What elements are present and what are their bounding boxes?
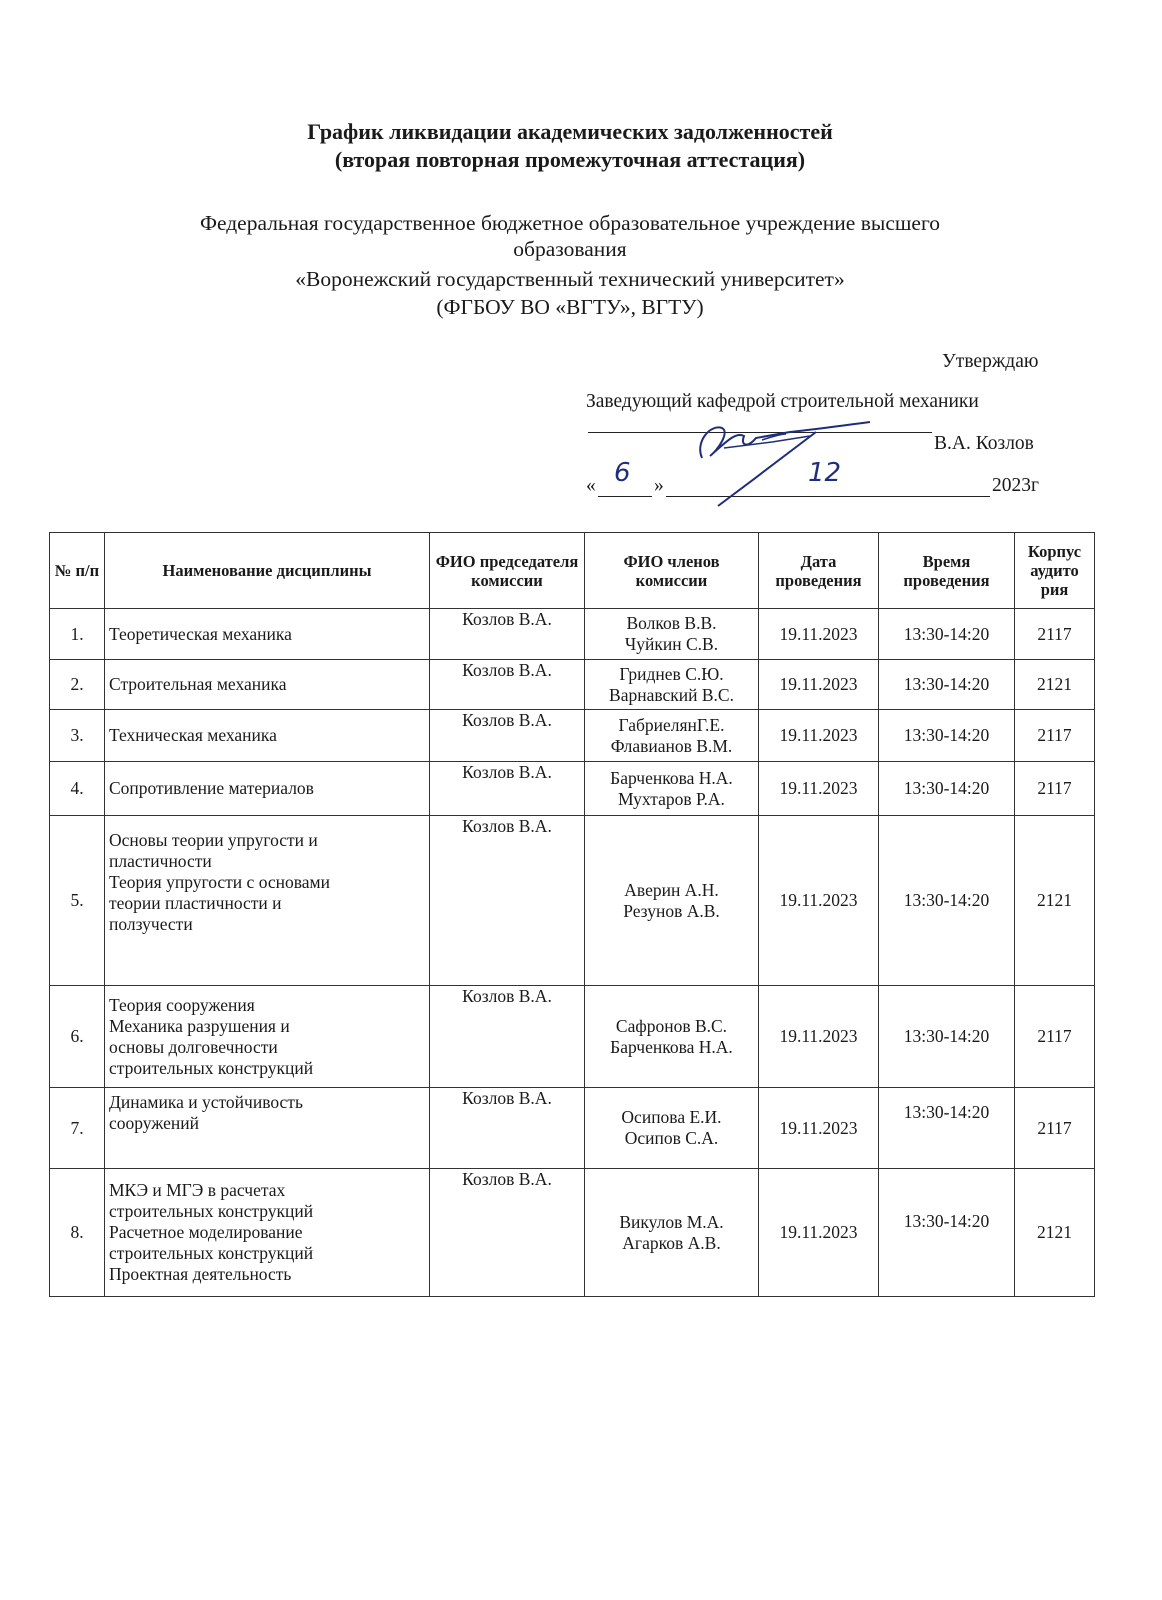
members-cell: [585, 986, 759, 1088]
row-number: 5.: [50, 816, 105, 986]
members-cell: [585, 609, 759, 660]
handwritten-signature: [640, 402, 880, 512]
date-quote-close: »: [654, 475, 664, 496]
member-name: Осипова Е.И.: [621, 1107, 722, 1127]
approver-position: Заведующий кафедрой строительной механики: [586, 391, 979, 412]
date-cell: 19.11.2023: [759, 762, 879, 816]
members-cell: [585, 762, 759, 816]
row-number: 6.: [50, 986, 105, 1088]
chair-cell: Козлов В.А.: [430, 609, 585, 660]
organization-name-line-1: Федеральная государственное бюджетное образовательное учреждение высшего: [199, 211, 940, 235]
table-row: [50, 816, 1095, 986]
members-cell: [585, 660, 759, 710]
member-name: Резунов А.В.: [623, 900, 720, 921]
discipline-line: основы долговечности: [109, 1036, 278, 1057]
chair-cell: Козлов В.А.: [430, 986, 585, 1088]
discipline-line: Механика разрушения и: [109, 1015, 290, 1036]
time-cell: 13:30-14:20: [879, 762, 1015, 816]
header-number: № п/п: [50, 533, 105, 609]
row-number: 2.: [50, 660, 105, 710]
date-cell: 19.11.2023: [759, 1088, 879, 1169]
member-name: ГабриелянГ.Е.: [618, 714, 725, 735]
discipline-line: строительных конструкций: [109, 1057, 314, 1078]
table-row: [50, 1169, 1095, 1297]
table-row: [50, 762, 1095, 816]
member-name: Аверин А.Н.: [624, 879, 719, 900]
chair-cell: Козлов В.А.: [430, 816, 585, 986]
room-cell: 2121: [1015, 1169, 1095, 1297]
member-name: Гриднев С.Ю.: [619, 663, 724, 684]
discipline-line: Проектная деятельность: [109, 1264, 292, 1284]
discipline-line: Теория упругости с основами: [109, 872, 330, 892]
header-members: ФИО членов комиссии: [585, 533, 759, 609]
time-cell: 13:30-14:20: [879, 986, 1015, 1088]
date-cell: 19.11.2023: [759, 1169, 879, 1297]
discipline-cell: [105, 816, 430, 986]
time-cell: 13:30-14:20: [879, 1088, 1015, 1169]
schedule-table: [49, 532, 1095, 1297]
date-cell: 19.11.2023: [759, 710, 879, 762]
date-cell: 19.11.2023: [759, 609, 879, 660]
organization-name-line-3: «Воронежский государственный технический университет»: [295, 267, 845, 291]
members-cell: [585, 710, 759, 762]
room-cell: 2121: [1015, 660, 1095, 710]
table-row: [50, 986, 1095, 1088]
date-quote-open: «: [586, 475, 596, 496]
approver-name: В.А. Козлов: [934, 433, 1034, 454]
chair-cell: Козлов В.А.: [430, 1169, 585, 1297]
date-cell: 19.11.2023: [759, 816, 879, 986]
discipline-line: Динамика и устойчивость: [109, 1092, 303, 1112]
row-number: 4.: [50, 762, 105, 816]
time-cell: 13:30-14:20: [879, 1169, 1015, 1297]
table-row: [50, 1088, 1095, 1169]
room-cell: 2117: [1015, 762, 1095, 816]
table-row: [50, 710, 1095, 762]
discipline-line: Расчетное моделирование: [109, 1222, 303, 1242]
discipline-cell: [105, 710, 430, 762]
discipline-line: теории пластичности и: [109, 893, 282, 913]
discipline-cell: [105, 609, 430, 660]
member-name: Волков В.В.: [626, 613, 717, 633]
organization-name-line-2: образования: [513, 237, 627, 261]
table-row: [50, 609, 1095, 660]
discipline-line: Техническая механика: [109, 725, 277, 745]
time-cell: 13:30-14:20: [879, 609, 1015, 660]
room-cell: 2117: [1015, 710, 1095, 762]
discipline-cell: [105, 986, 430, 1088]
year-label: 2023г: [992, 475, 1039, 496]
discipline-line: ползучести: [109, 914, 193, 934]
row-number: 1.: [50, 609, 105, 660]
time-cell: 13:30-14:20: [879, 816, 1015, 986]
member-name: Варнавский В.С.: [609, 684, 734, 705]
discipline-line: строительных конструкций: [109, 1243, 314, 1263]
member-name: Сафронов В.С.: [615, 1015, 728, 1036]
discipline-line: Основы теории упругости и: [109, 830, 318, 850]
date-cell: 19.11.2023: [759, 986, 879, 1088]
discipline-line: Теоретическая механика: [109, 623, 292, 644]
discipline-cell: [105, 1169, 430, 1297]
header-discipline: Наименование дисциплины: [105, 533, 430, 609]
chair-cell: Козлов В.А.: [430, 660, 585, 710]
document-title-line-2: (вторая повторная промежуточная аттестация): [334, 147, 806, 172]
discipline-line: строительных конструкций: [109, 1201, 314, 1221]
room-cell: 2117: [1015, 609, 1095, 660]
room-cell: 2121: [1015, 816, 1095, 986]
member-name: Барченкова Н.А.: [610, 1036, 733, 1057]
member-name: Чуйкин С.В.: [624, 634, 719, 654]
members-cell: [585, 1169, 759, 1297]
discipline-line: пластичности: [109, 851, 212, 871]
row-number: 8.: [50, 1169, 105, 1297]
discipline-line: Строительная механика: [109, 674, 287, 694]
discipline-line: сооружений: [109, 1113, 200, 1133]
member-name: Агарков А.В.: [622, 1232, 721, 1253]
discipline-cell: [105, 660, 430, 710]
approve-word: Утверждаю: [942, 351, 1039, 372]
members-cell: [585, 1088, 759, 1169]
discipline-cell: [105, 762, 430, 816]
row-number: 7.: [50, 1088, 105, 1169]
discipline-cell: [105, 1088, 430, 1169]
chair-cell: Козлов В.А.: [430, 1088, 585, 1169]
handwritten-day: 6: [614, 458, 631, 488]
chair-cell: Козлов В.А.: [430, 710, 585, 762]
time-cell: 13:30-14:20: [879, 710, 1015, 762]
room-cell: 2117: [1015, 986, 1095, 1088]
discipline-line: Теория сооружения: [109, 994, 255, 1015]
chair-cell: Козлов В.А.: [430, 762, 585, 816]
header-time: Время проведения: [879, 533, 1015, 609]
header-chair: ФИО председателя комиссии: [430, 533, 585, 609]
member-name: Мухтаров Р.А.: [618, 788, 725, 809]
row-number: 3.: [50, 710, 105, 762]
header-date: Дата проведения: [759, 533, 879, 609]
table-row: [50, 660, 1095, 710]
room-cell: 2117: [1015, 1088, 1095, 1169]
member-name: Флавианов В.М.: [610, 735, 733, 756]
header-room: Корпус аудито рия: [1015, 533, 1095, 609]
member-name: Осипов С.А.: [624, 1128, 719, 1148]
date-cell: 19.11.2023: [759, 660, 879, 710]
table-header-row: [50, 533, 1095, 609]
handwritten-month: 12: [808, 458, 842, 488]
members-cell: [585, 816, 759, 986]
document-title-line-1: График ликвидации академических задолженностей: [307, 119, 833, 144]
organization-abbreviation: (ФГБОУ ВО «ВГТУ», ВГТУ): [436, 295, 704, 319]
member-name: Барченкова Н.А.: [610, 767, 733, 788]
discipline-line: Сопротивление материалов: [109, 778, 314, 798]
time-cell: 13:30-14:20: [879, 660, 1015, 710]
member-name: Викулов М.А.: [619, 1211, 724, 1232]
discipline-line: МКЭ и МГЭ в расчетах: [109, 1180, 286, 1200]
